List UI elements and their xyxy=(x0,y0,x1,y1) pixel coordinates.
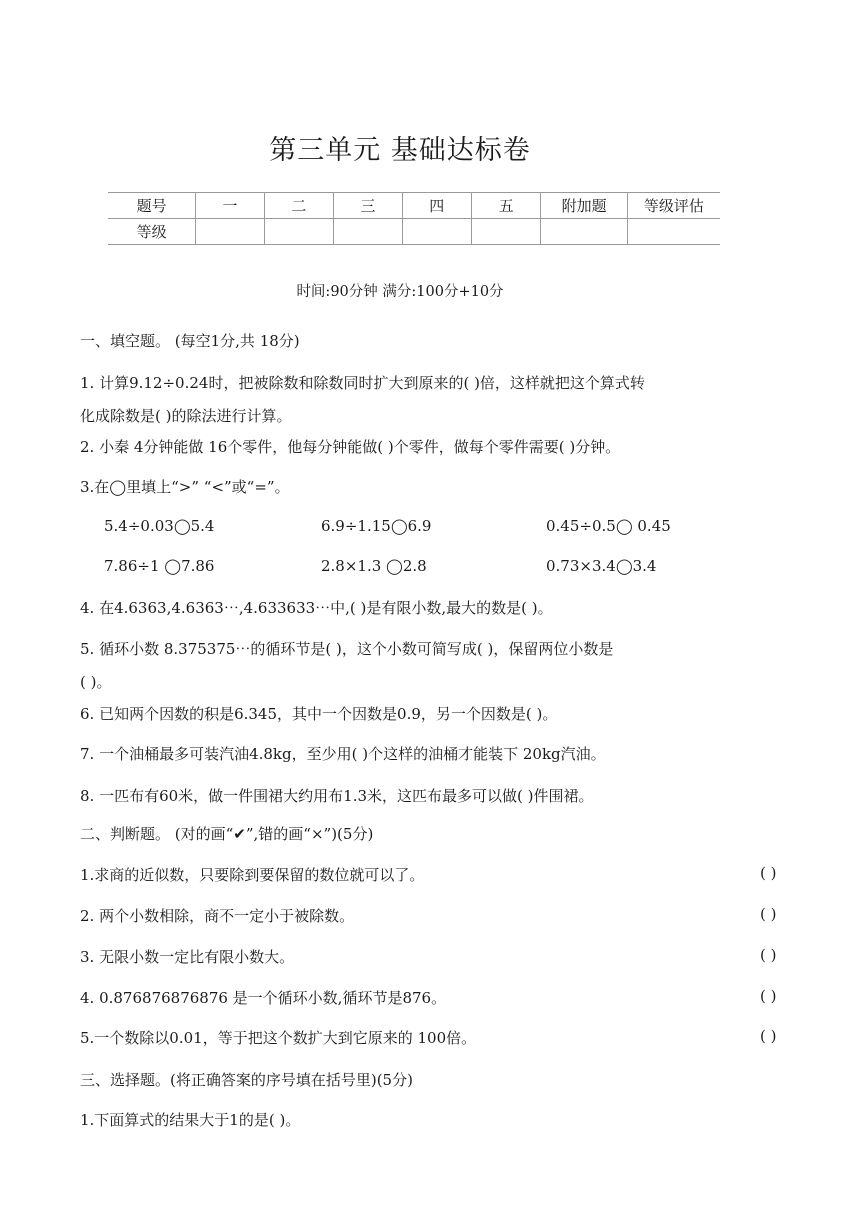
question-3: 3.在◯里填上“>” “<”或“=”。 xyxy=(80,478,290,496)
compare-expression: 6.9÷1.15◯6.9 xyxy=(321,517,432,535)
compare-expression: 0.73×3.4◯3.4 xyxy=(546,557,657,575)
compare-expression: 5.4÷0.03◯5.4 xyxy=(104,517,215,535)
judge-item: 2. 两个小数相除，商不一定小于被除数。 xyxy=(80,907,355,925)
question-1-line2: 化成除数是( )的除法进行计算。 xyxy=(80,407,292,425)
section2-heading: 二、判断题。 (对的画“✔”,错的画“×”)(5分) xyxy=(80,825,374,843)
section3-heading: 三、选择题。(将正确答案的序号填在括号里)(5分) xyxy=(80,1071,413,1089)
grade-input-cell[interactable] xyxy=(627,219,720,245)
choice-question-1: 1.下面算式的结果大于1的是( )。 xyxy=(80,1111,301,1129)
grade-input-cell[interactable] xyxy=(472,219,541,245)
question-4: 4. 在4.6363,4.6363⋯,4.633633⋯中,( )是有限小数,最大的数是( )。 xyxy=(80,599,553,617)
judge-item: 3. 无限小数一定比有限小数大。 xyxy=(80,948,295,966)
question-2: 2. 小秦 4分钟能做 16个零件，他每分钟能做( )个零件，做每个零件需要( )分钟。 xyxy=(80,438,621,456)
question-5-line2: ( )。 xyxy=(80,673,112,691)
compare-expression: 2.8×1.3 ◯2.8 xyxy=(321,557,427,575)
answer-paren[interactable]: ( ) xyxy=(760,1027,777,1045)
table-cell: 三 xyxy=(334,193,402,219)
table-cell: 附加题 xyxy=(541,193,627,219)
answer-paren[interactable]: ( ) xyxy=(760,905,777,923)
table-cell: 四 xyxy=(402,193,471,219)
table-cell: 等级评估 xyxy=(627,193,720,219)
page-title: 第三单元 基础达标卷 xyxy=(269,135,531,166)
judge-item: 4. 0.876876876876 是一个循环小数,循环节是876。 xyxy=(80,989,447,1007)
question-6: 6. 已知两个因数的积是6.345，其中一个因数是0.9，另一个因数是( )。 xyxy=(80,705,558,723)
table-cell: 题号 xyxy=(108,193,196,219)
question-5-line1: 5. 循环小数 8.375375⋯的循环节是( )，这个小数可简写成( )，保留两位小数是 xyxy=(80,640,614,658)
table-cell: 一 xyxy=(196,193,264,219)
answer-paren[interactable]: ( ) xyxy=(760,946,777,964)
table-row xyxy=(108,219,720,245)
judge-item: 5.一个数除以0.01，等于把这个数扩大到它原来的 100倍。 xyxy=(80,1029,477,1047)
answer-paren[interactable]: ( ) xyxy=(760,864,777,882)
grade-input-cell[interactable] xyxy=(334,219,402,245)
answer-paren[interactable]: ( ) xyxy=(760,987,777,1005)
grade-input-cell[interactable] xyxy=(402,219,471,245)
table-cell: 五 xyxy=(472,193,541,219)
compare-expression: 0.45÷0.5◯ 0.45 xyxy=(546,517,671,535)
compare-expression: 7.86÷1 ◯7.86 xyxy=(104,557,215,575)
table-cell: 等级 xyxy=(108,219,196,245)
question-1-line1: 1. 计算9.12÷0.24时，把被除数和除数同时扩大到原来的( )倍，这样就把这个算式转 xyxy=(80,374,645,392)
grade-input-cell[interactable] xyxy=(541,219,627,245)
table-cell: 二 xyxy=(264,193,333,219)
grade-input-cell[interactable] xyxy=(196,219,264,245)
table-row xyxy=(108,193,720,219)
grade-table xyxy=(108,192,720,245)
time-info: 时间:90分钟 满分:100分+10分 xyxy=(296,284,504,300)
question-7: 7. 一个油桶最多可装汽油4.8kg，至少用( )个这样的油桶才能装下 20kg汽油。 xyxy=(80,745,606,763)
grade-input-cell[interactable] xyxy=(264,219,333,245)
judge-item: 1.求商的近似数，只要除到要保留的数位就可以了。 xyxy=(80,866,425,884)
section1-heading: 一、填空题。 (每空1分,共 18分) xyxy=(80,332,300,350)
question-8: 8. 一匹布有60米，做一件围裙大约用布1.3米，这匹布最多可以做( )件围裙。 xyxy=(80,787,594,805)
